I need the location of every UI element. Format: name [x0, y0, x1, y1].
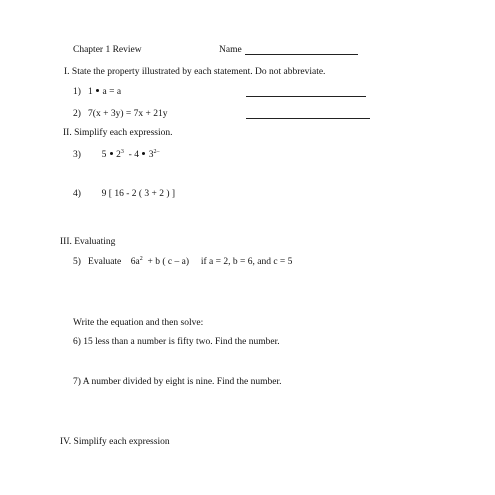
question-6: 6) 15 less than a number is fifty two. Find the number. [73, 337, 280, 347]
name-label: Name [219, 45, 242, 55]
question-3-exponent-b: 2 [153, 149, 157, 155]
section-3-heading: III. Evaluating [60, 237, 116, 247]
multiplication-dot-icon [96, 89, 99, 92]
question-5-expression-rest: + b ( c – a) [147, 257, 189, 267]
question-2-number: 2) [73, 109, 81, 119]
question-3-middle: - 4 [128, 150, 139, 160]
section-4-heading: IV. Simplify each expression [60, 437, 170, 447]
question-5-expression-start: 6a [130, 257, 140, 267]
section-1-heading: I. State the property illustrated by each statement. Do not abbreviate. [64, 67, 326, 77]
question-2-text: 7(x + 3y) = 7x + 21y [88, 109, 168, 119]
section-2-heading: II. Simplify each expression. [63, 128, 173, 138]
name-blank [245, 54, 358, 55]
question-3: 3) 5 $2^3 - 4$ $3^{2-}$ [73, 149, 160, 160]
question-7: 7) A number divided by eight is nine. Find the number. [73, 377, 282, 387]
question-1 [73, 86, 121, 98]
multiplication-dot-icon [142, 152, 145, 155]
question-5-exponent: 2 [139, 256, 143, 262]
question-4-number: 4) [73, 189, 81, 199]
chapter-title: Chapter 1 Review [73, 45, 142, 55]
question-5-condition: if a = 2, b = 6, and c = 5 [200, 257, 293, 267]
question-1-left: 1 [88, 87, 93, 97]
question-2-answer-blank [246, 118, 370, 119]
word-problems-intro: Write the equation and then solve: [73, 318, 204, 328]
question-2 [73, 108, 167, 120]
question-3-exponent-a: 3 [120, 149, 124, 155]
question-5 [73, 256, 292, 268]
question-1-answer-blank [246, 96, 366, 97]
question-3-number: 3) [73, 150, 81, 160]
question-5-number: 5) [73, 257, 81, 267]
question-1-right: a = a [102, 87, 122, 97]
question-1-number: 1) [73, 87, 81, 97]
question-5-label: Evaluate [88, 257, 122, 267]
question-3-base-a: 5 [101, 150, 107, 160]
question-3-trailing-dash: – [156, 149, 160, 155]
question-3-base-b: 3 [148, 150, 154, 160]
question-4-text: 9 [ 16 - 2 ( 3 + 2 ) ] [101, 189, 176, 199]
question-4 [73, 188, 175, 200]
multiplication-dot-icon [110, 152, 113, 155]
